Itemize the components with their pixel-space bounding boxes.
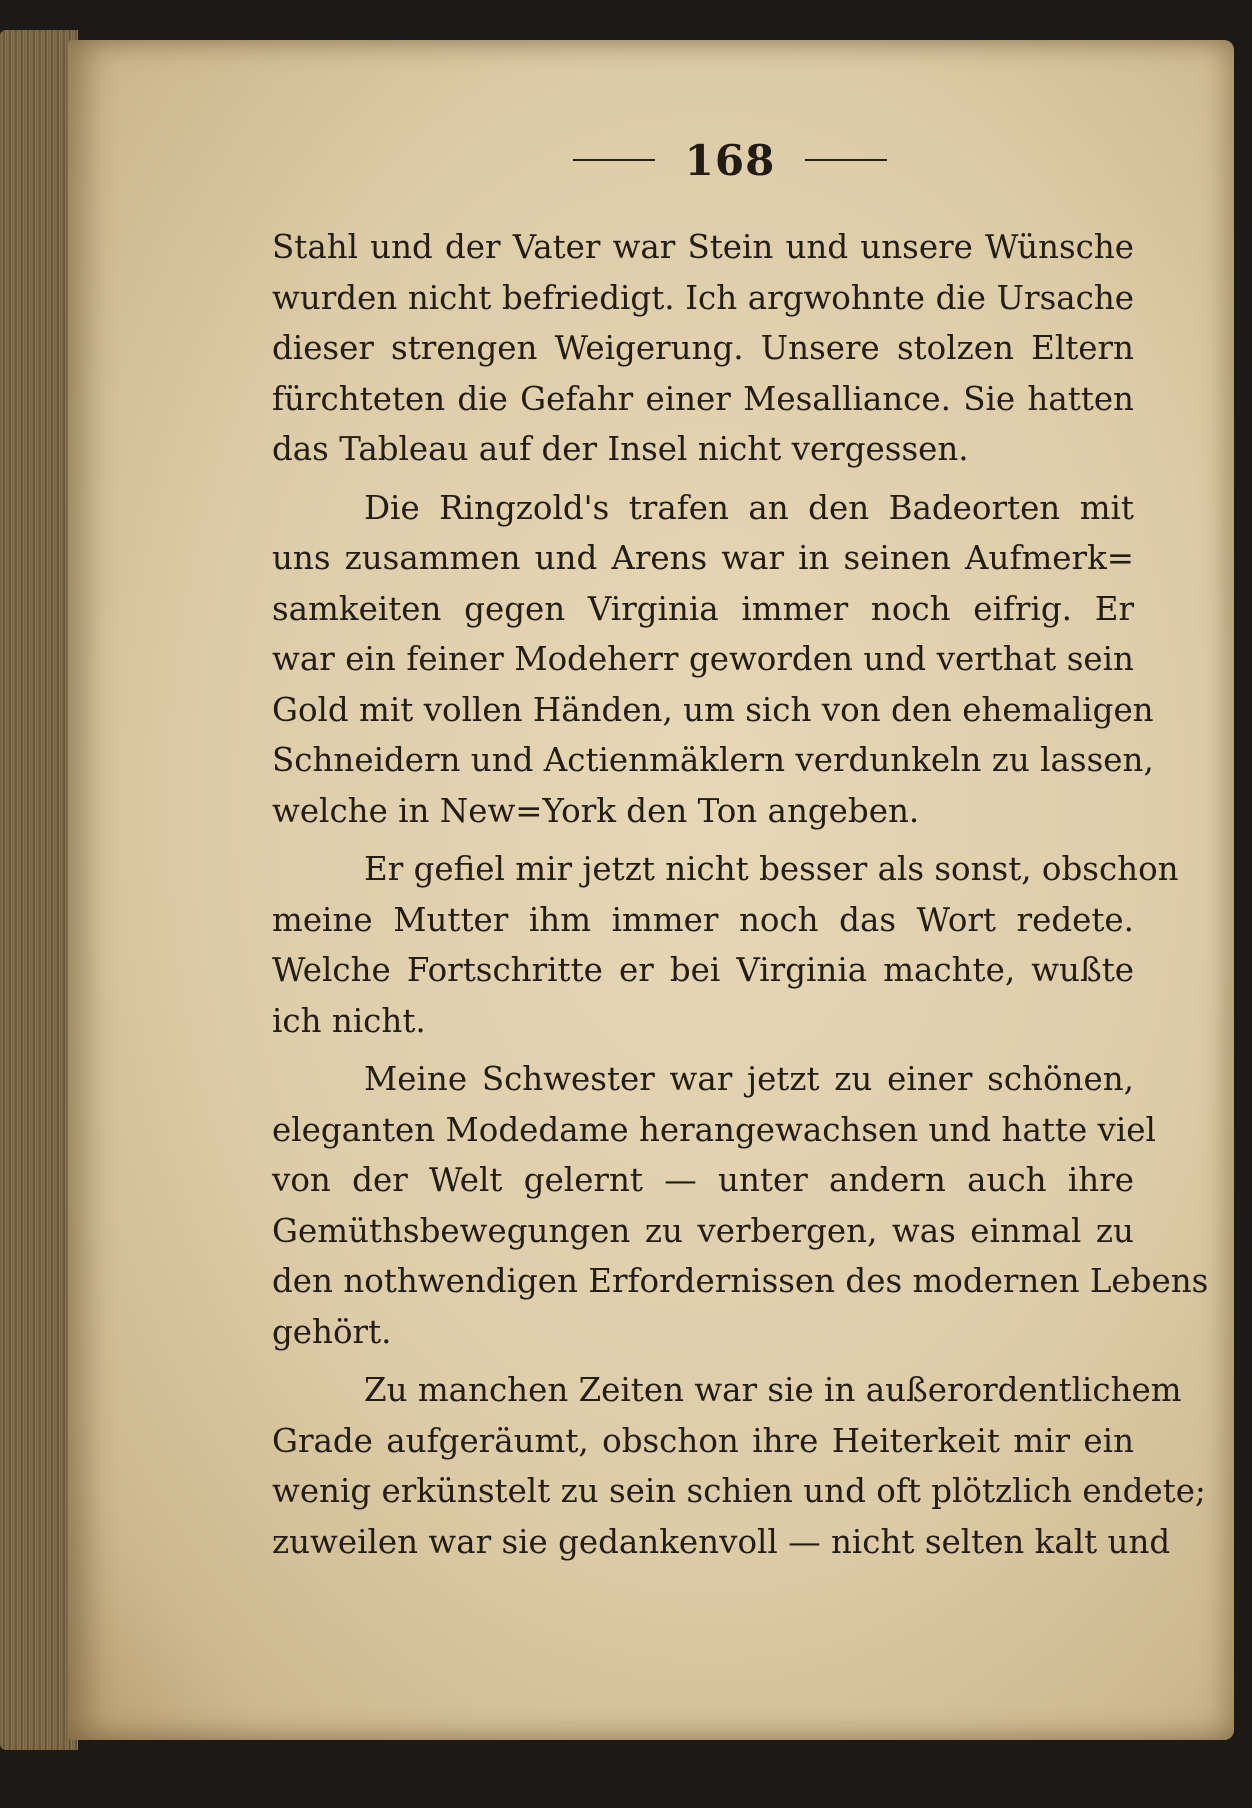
- text-line: Welche Fortschritte er bei Virginia machte, wußte: [272, 951, 1134, 989]
- text-line: samkeiten gegen Virginia immer noch eifrig. Er: [272, 589, 1134, 628]
- paragraph: [272, 1365, 1206, 1567]
- text-line: von der Welt gelernt — unter andern auch ihre: [272, 1161, 1134, 1199]
- page-number: 168: [684, 135, 776, 185]
- text-line: wurden nicht befriedigt. Ich argwohnte die Ursache: [272, 278, 1134, 317]
- text-line: uns zusammen und Arens war in seinen Aufmerk=: [272, 539, 1134, 577]
- text-line: dieser strengen Weigerung. Unsere stolzen Eltern: [272, 329, 1134, 367]
- text-line: zuweilen war sie gedankenvoll — nicht selten kalt und: [272, 1522, 1171, 1561]
- paragraph: [272, 222, 1134, 475]
- text-line: eleganten Modedame herangewachsen und hatte viel: [272, 1110, 1156, 1149]
- text-line: Zu manchen Zeiten war sie in außerordentlichem: [364, 1371, 1182, 1409]
- text-line: fürchteten die Gefahr einer Mesalliance. Sie hatten: [272, 379, 1134, 418]
- text-line: gehört.: [272, 1312, 392, 1351]
- text-line: ich nicht.: [272, 1001, 426, 1040]
- text-line: Grade aufgeräumt, obschon ihre Heiterkeit mir ein: [272, 1421, 1134, 1460]
- paragraph: [272, 483, 1154, 837]
- text-line: Gemüthsbewegungen zu verbergen, was einmal zu: [272, 1211, 1134, 1250]
- paragraph: [272, 844, 1179, 1046]
- text-line: Schneidern und Actienmäklern verdunkeln zu lassen,: [272, 741, 1154, 779]
- text-line: Gold mit vollen Händen, um sich von den ehemaligen: [272, 690, 1154, 729]
- text-line: das Tableau auf der Insel nicht vergessen.: [272, 430, 969, 468]
- text-line: Meine Schwester war jetzt zu einer schönen,: [364, 1060, 1134, 1098]
- text-line: Die Ringzold's trafen an den Badeorten mit: [364, 488, 1134, 527]
- text-line: Er gefiel mir jetzt nicht besser als sonst, obschon: [364, 850, 1179, 888]
- text-line: war ein feiner Modeherr geworden und verthat sein: [272, 640, 1134, 678]
- text-line: wenig erkünstelt zu sein schien und oft plötzlich endete;: [272, 1472, 1206, 1510]
- body-text: [272, 222, 1209, 1567]
- text-line: meine Mutter ihm immer noch das Wort redete.: [272, 900, 1134, 939]
- page-header: [520, 130, 940, 190]
- text-line: Stahl und der Vater war Stein und unsere Wünsche: [272, 228, 1134, 266]
- text-line: den nothwendigen Erfordernissen des modernen Lebens: [272, 1262, 1209, 1300]
- text-line: welche in New=York den Ton angeben.: [272, 791, 920, 830]
- header-rule-left: [573, 159, 655, 161]
- page-edges: [0, 30, 78, 1750]
- header-rule-right: [805, 159, 887, 161]
- paragraph: [272, 1054, 1209, 1357]
